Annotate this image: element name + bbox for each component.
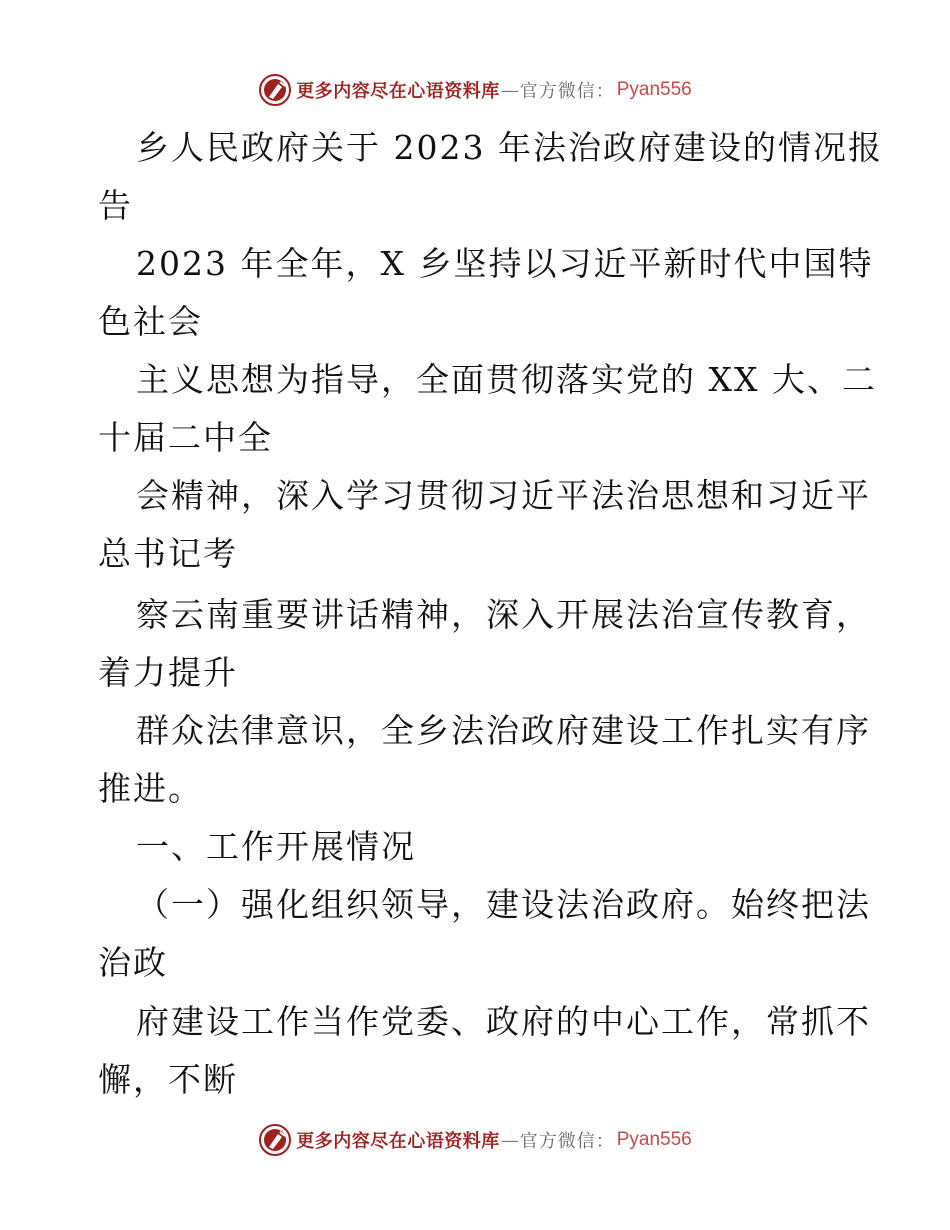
paragraph-line: 察云南重要讲话精神，深入开展法治宣传教育，: [136, 595, 871, 634]
paragraph-line: 会精神，深入学习贯彻习近平法治思想和习近平: [136, 476, 871, 515]
section-heading: 一、工作开展情况: [136, 827, 416, 866]
paragraph-line: 府建设工作当作党委、政府的中心工作，常抓不: [136, 1002, 871, 1041]
header-watermark: [0, 70, 950, 110]
watermark-brand: 更多内容尽在心语资料库: [296, 81, 500, 102]
paragraph-line: 治政: [98, 943, 168, 982]
watermark-wechat-label: 官方微信：: [519, 81, 615, 102]
pen-nib-icon: [258, 73, 292, 107]
watermark-wechat-id: Pyan556: [616, 1129, 692, 1150]
pen-nib-icon: [258, 1123, 292, 1157]
paragraph-line: 群众法律意识，全乡法治政府建设工作扎实有序: [136, 711, 871, 750]
watermark-dash: —: [500, 1129, 519, 1151]
paragraph-line: 推进。: [98, 769, 203, 808]
watermark-dash: —: [500, 79, 519, 101]
paragraph-line: 总书记考: [98, 534, 238, 573]
paragraph-line: 懈，不断: [98, 1060, 238, 1099]
watermark-brand: 更多内容尽在心语资料库: [296, 1131, 500, 1152]
title-line-2: 告: [98, 186, 133, 225]
paragraph-line: 着力提升: [98, 653, 238, 692]
footer-watermark: [0, 1120, 950, 1160]
paragraph-line: 色社会: [98, 302, 203, 341]
paragraph-line: 十届二中全: [98, 418, 273, 457]
watermark-wechat-label: 官方微信：: [519, 1131, 615, 1152]
watermark-wechat-id: Pyan556: [616, 79, 692, 100]
title-line-1: 乡人民政府关于 2023 年法治政府建设的情况报: [136, 128, 883, 167]
paragraph-line: 主义思想为指导，全面贯彻落实党的 XX 大、二: [136, 360, 877, 399]
paragraph-line: 2023 年全年，X 乡坚持以习近平新时代中国特: [136, 244, 874, 283]
subsection-heading-line: （一）强化组织领导，建设法治政府。始终把法: [136, 885, 871, 924]
